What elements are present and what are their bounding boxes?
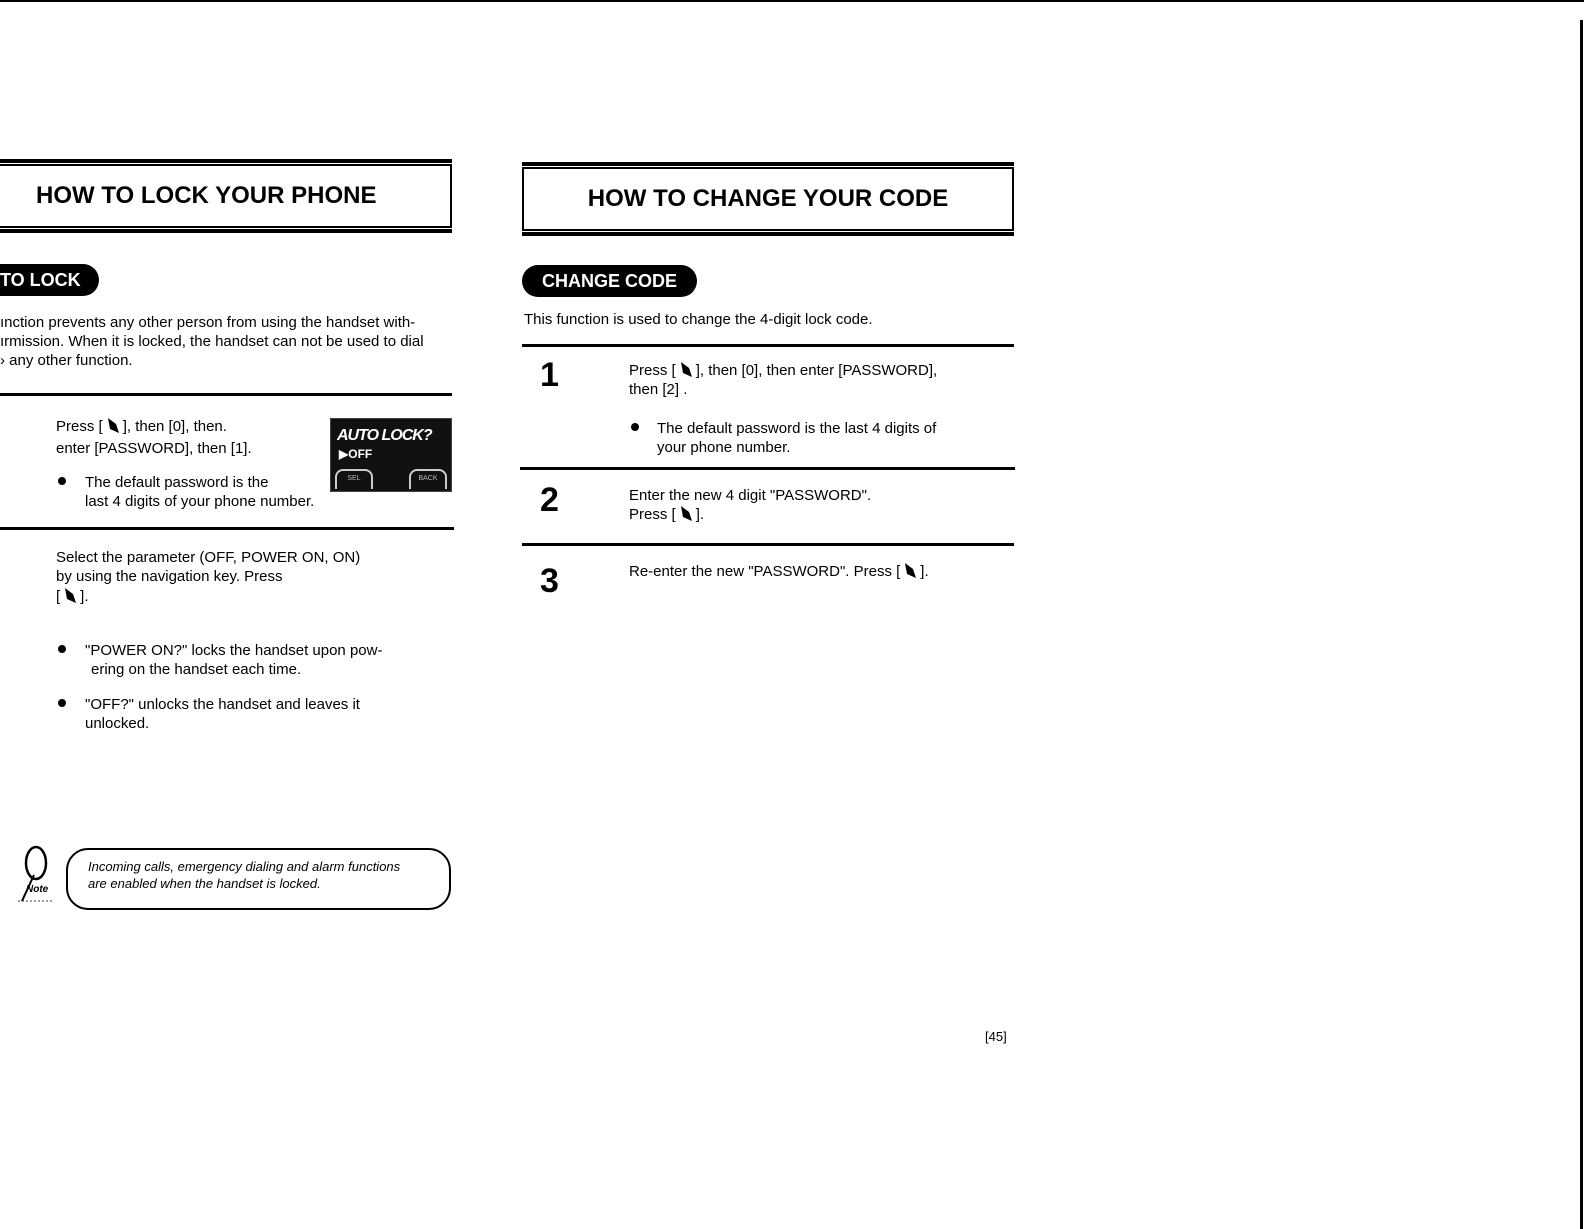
- left-title-box: [0, 164, 452, 228]
- left-page-title: HOW TO LOCK YOUR PHONE: [36, 182, 377, 209]
- note-icon: [12, 845, 62, 905]
- step-1-line2: then [2] .: [629, 381, 688, 398]
- send-key-icon: [679, 361, 693, 379]
- step-3-number: 3: [540, 562, 559, 600]
- step-1-bullet-a: The default password is the last 4 digits of: [657, 420, 937, 437]
- step-3-line1: Re-enter the new "PASSWORD". Press [ ].: [629, 563, 929, 580]
- send-key-icon: [63, 587, 77, 605]
- left-step2-line2: by using the navigation key. Press: [56, 568, 283, 585]
- screen-arrow-icon: ▶: [339, 447, 349, 461]
- left-step1-bullet-a: The default password is the: [85, 474, 269, 491]
- right-intro: This function is used to change the 4-digit lock code.: [524, 311, 873, 328]
- left-rule-2: [0, 527, 454, 530]
- left-intro-line2: ırmission. When it is locked, the handset can not be used to dial: [0, 333, 424, 350]
- right-rule-1: [522, 344, 1014, 347]
- note-line1: Incoming calls, emergency dialing and alarm functions: [88, 859, 401, 874]
- bullet-dot: [58, 645, 66, 653]
- send-key-icon: [903, 562, 917, 580]
- change-code-pill: CHANGE CODE: [522, 265, 697, 297]
- bullet-dot: [58, 477, 66, 485]
- bullet-dot: [58, 699, 66, 707]
- step-2-number: 2: [540, 481, 559, 519]
- right-edge-line: [1580, 20, 1583, 1229]
- left-step2-line3: [ ].: [56, 588, 89, 605]
- step-1-number: 1: [540, 356, 559, 394]
- phone-screen-image: [330, 418, 452, 492]
- bullet-dot: [631, 423, 639, 431]
- step-2-line2: Press [ ].: [629, 506, 705, 523]
- screen-sub: ▶OFF: [339, 447, 373, 461]
- send-key-icon: [679, 505, 693, 523]
- left-step2-line1: Select the parameter (OFF, POWER ON, ON): [56, 549, 361, 566]
- step-1-line1: Press [ ], then [0], then enter [PASSWORD],: [629, 362, 938, 379]
- to-lock-pill: TO LOCK: [0, 264, 99, 296]
- page-number: [45]: [985, 1029, 1007, 1044]
- screen-title: AUTO LOCK?: [337, 427, 432, 444]
- screen-btn-left: SEL: [335, 469, 373, 489]
- left-rule-1: [0, 393, 452, 396]
- screen-btn-right: BACK: [409, 469, 447, 489]
- left-step1-bullet-b: last 4 digits of your phone number.: [85, 493, 315, 510]
- right-rule-3: [522, 543, 1014, 546]
- left-intro-line3: › any other function.: [0, 352, 133, 369]
- right-rule-2: [520, 467, 1015, 470]
- left-bullet2-a: "OFF?" unlocks the handset and leaves it: [85, 696, 360, 713]
- send-key-icon: [106, 417, 120, 435]
- right-page-title: HOW TO CHANGE YOUR CODE: [587, 185, 949, 212]
- left-step1-line2: enter [PASSWORD], then [1].: [56, 440, 252, 457]
- note-box: [66, 848, 451, 910]
- left-bullet2-b: unlocked.: [85, 715, 150, 732]
- note-label: Note: [26, 884, 49, 895]
- left-intro-line1: ınction prevents any other person from using the handset with-: [0, 314, 416, 331]
- right-title-box: [522, 167, 1014, 231]
- left-bullet1-b: ering on the handset each time.: [91, 661, 302, 678]
- note-line2: are enabled when the handset is locked.: [88, 876, 321, 891]
- left-bullet1-a: "POWER ON?" locks the handset upon pow-: [85, 642, 383, 659]
- top-border-line: [0, 0, 1584, 2]
- step-1-bullet-b: your phone number.: [657, 439, 791, 456]
- step-2-line1: Enter the new 4 digit "PASSWORD".: [629, 487, 872, 504]
- left-step1-line1: Press [ ], then [0], then.: [56, 418, 227, 435]
